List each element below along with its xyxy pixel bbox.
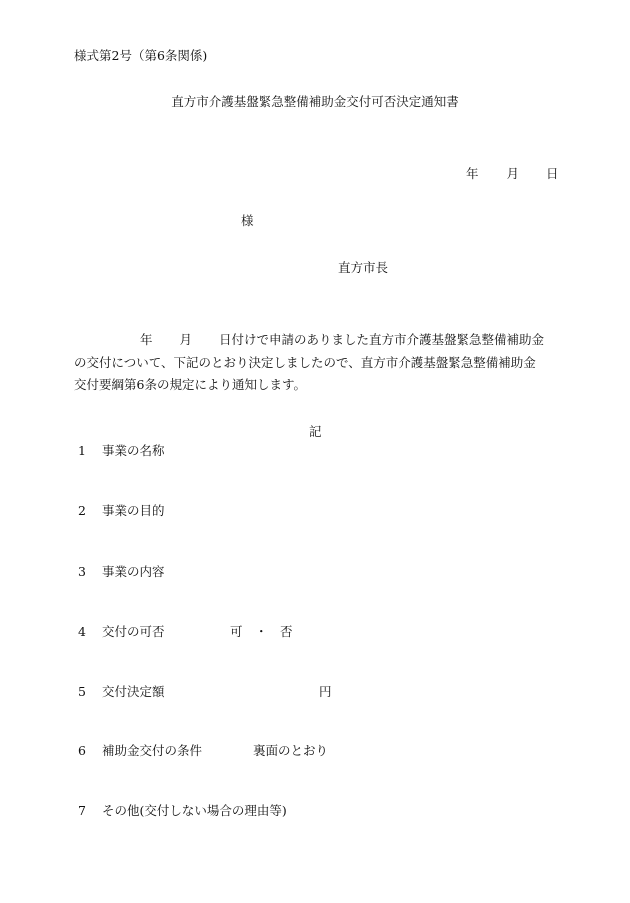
document-title: 直方市介護基盤緊急整備補助金交付可否決定通知書 (171, 94, 459, 109)
item-label: その他(交付しない場合の理由等) (102, 803, 287, 818)
date-line (466, 166, 559, 182)
item-number: 5 (78, 684, 86, 699)
item-4 (78, 624, 293, 640)
item-3 (78, 564, 165, 580)
notice-body-line-3: 交付要綱第6条の規定により通知します。 (74, 377, 306, 392)
item-label: 交付の可否 (102, 624, 165, 639)
item-label: 事業の目的 (102, 503, 165, 518)
item-5 (78, 684, 332, 700)
item-label: 補助金交付の条件 (102, 743, 203, 758)
item-number: 1 (78, 443, 86, 458)
item-6 (78, 743, 329, 759)
issuer-name: 直方市長 (338, 260, 389, 275)
item-label: 交付決定額 (102, 684, 165, 699)
body-month: 月 (179, 332, 193, 347)
item-number: 4 (78, 624, 86, 639)
item-number: 6 (78, 743, 86, 758)
body-rest: 日付けで申請のありました直方市介護基盤緊急整備補助金 (219, 332, 545, 347)
item-label: 事業の内容 (102, 564, 165, 579)
addressee-honorific: 様 (241, 213, 254, 228)
conditions-value: 裏面のとおり (253, 743, 329, 758)
date-year: 年 (466, 166, 479, 181)
notice-body-line-2: の交付について、下記のとおり決定しましたので、直方市介護基盤緊急整備補助金 (74, 354, 536, 370)
notice-body-line-1 (74, 329, 558, 352)
item-2 (78, 503, 165, 519)
approval-choice: 可 ・ 否 (230, 624, 293, 639)
form-number-label: 様式第2号（第6条関係) (74, 48, 208, 63)
notice-body (74, 329, 558, 397)
item-7 (78, 803, 287, 819)
item-label: 事業の名称 (102, 443, 165, 458)
date-day: 日 (546, 166, 559, 181)
date-month: 月 (506, 166, 520, 181)
yen-unit: 円 (319, 684, 332, 699)
ki-heading: 記 (309, 424, 322, 439)
item-number: 7 (78, 803, 86, 818)
item-number: 2 (78, 503, 86, 518)
item-1 (78, 443, 165, 459)
item-number: 3 (78, 564, 86, 579)
body-year: 年 (140, 332, 153, 347)
